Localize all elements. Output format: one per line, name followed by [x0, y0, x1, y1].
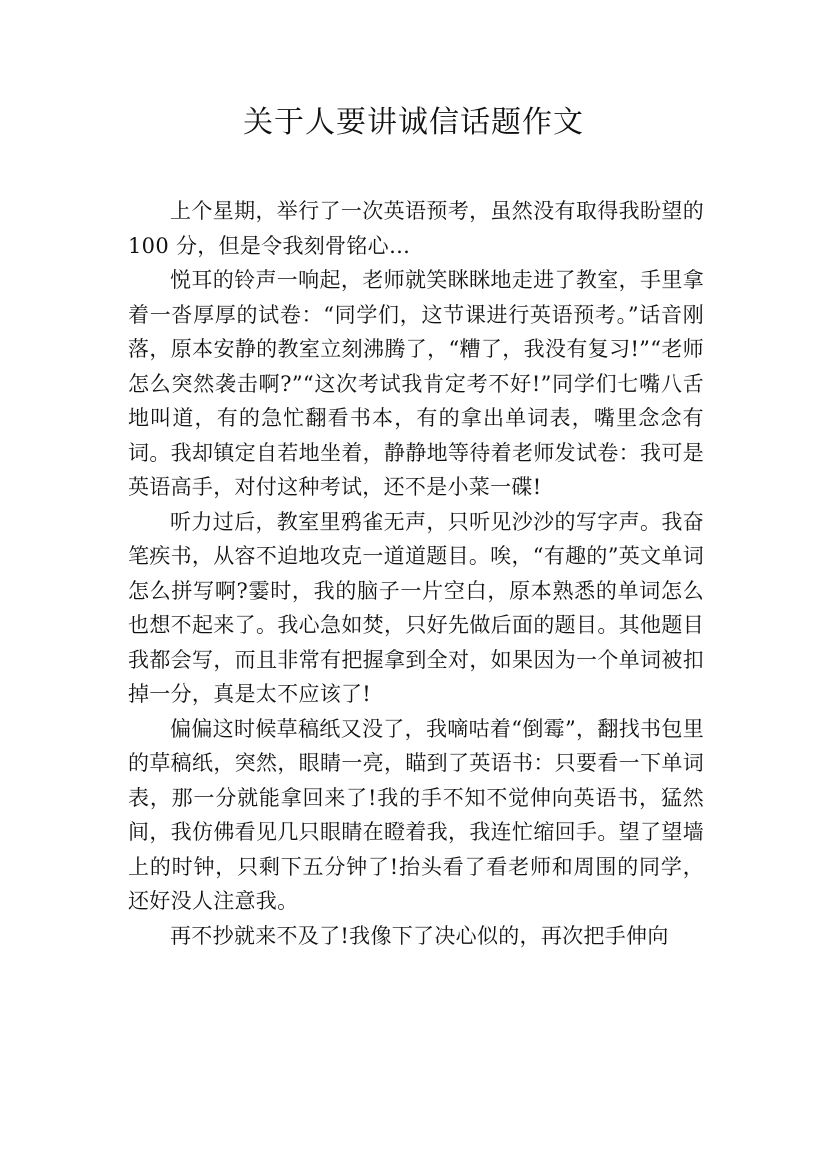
document-title: 关于人要讲诚信话题作文	[243, 105, 584, 140]
paragraph-1: 上个星期，举行了一次英语预考，虽然没有取得我盼望的 100 分，但是令我刻骨铭心…	[128, 199, 704, 258]
paragraph-4: 偏偏这时候草稿纸又没了，我嘀咕着“倒霉”，翻找书包里的草稿纸，突然，眼睛一亮，瞄到了英语书：只要看一下单词表，那一分就能拿回来了!我的手不知不觉伸向英语书，猛然间，我仿佛看见几只眼睛在瞪着我，我连忙缩回手。望了望墙上的时钟，只剩下五分钟了!抬头看了看老师和周围的同学，还好没人注意我。	[128, 716, 704, 913]
paragraph-2: 悦耳的铃声一响起，老师就笑眯眯地走进了教室，手里拿着一沓厚厚的试卷：“同学们，这节课进行英语预考。”话音刚落，原本安静的教室立刻沸腾了，“糟了，我没有复习!”“老师怎么突然袭击啊?”“这次考试我肯定考不好!”同学们七嘴八舌地叫道，有的急忙翻看书本，有的拿出单词表，嘴里念念有词。我却镇定自若地坐着，静静地等待着老师发试卷：我可是英语高手，对付这种考试，还不是小菜一碟!	[128, 268, 704, 499]
paragraph-5: 再不抄就来不及了!我像下了决心似的，再次把手伸向	[170, 923, 669, 948]
essay-body	[128, 194, 704, 953]
paragraph-3: 听力过后，教室里鸦雀无声，只听见沙沙的写字声。我奋笔疾书，从容不迫地攻克一道道题目。唉，“有趣的”英文单词怎么拼写啊?霎时，我的脑子一片空白，原本熟悉的单词怎么也想不起来了。我心急如焚，只好先做后面的题目。其他题目我都会写，而且非常有把握拿到全对，如果因为一个单词被扣掉一分，真是太不应该了!	[128, 509, 704, 706]
